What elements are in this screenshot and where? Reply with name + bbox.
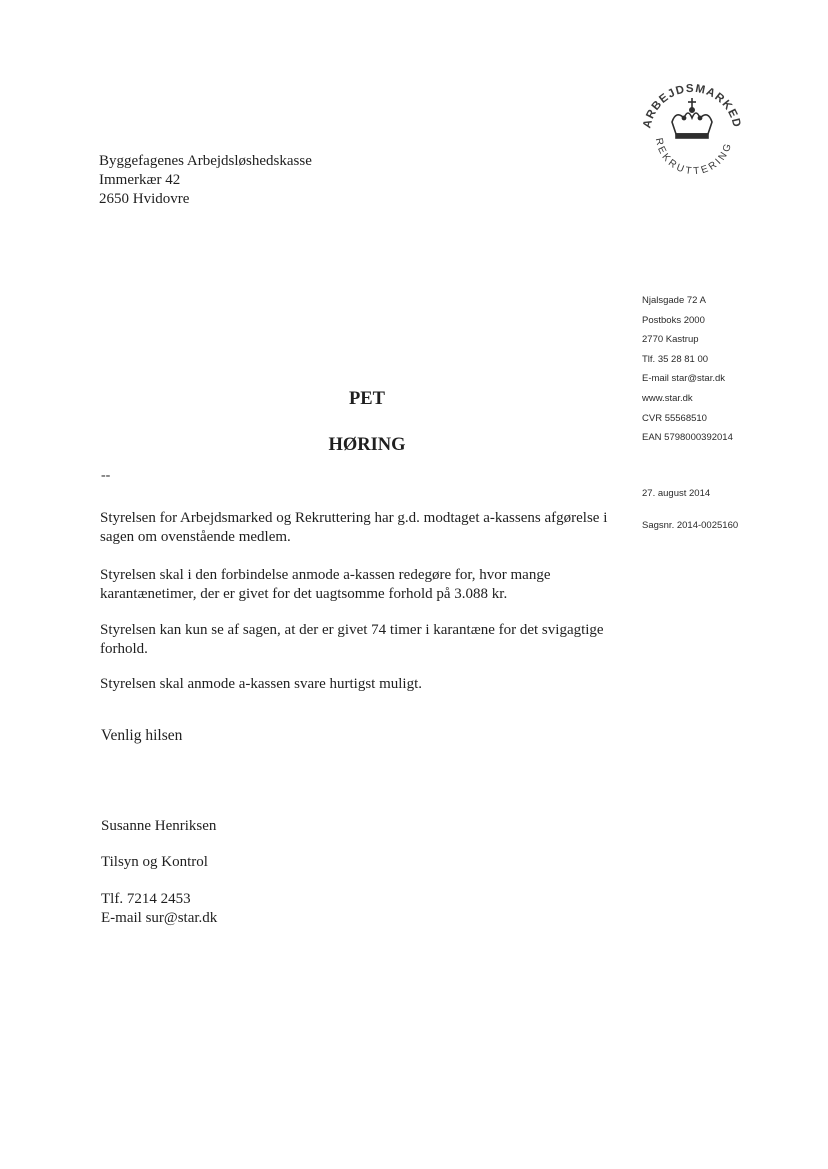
recipient-city: 2650 Hvidovre [99, 191, 190, 207]
signature-contact [101, 890, 217, 928]
body-paragraph-3: Styrelsen kan kun se af sagen, at der er givet 74 timer i karantæne for det svigagtige forhold. [100, 622, 604, 657]
crown-icon [672, 98, 712, 138]
sender-address-line1: Njalsgade 72 A [642, 295, 706, 306]
signature-email: E-mail sur@star.dk [101, 910, 218, 926]
sender-phone: Tlf. 35 28 81 00 [642, 353, 709, 365]
separator: -- [101, 468, 111, 483]
recipient-address [99, 152, 312, 209]
agency-seal-graphic [636, 74, 748, 186]
recipient-name: Byggefagenes Arbejdsløshedskasse [99, 153, 312, 169]
recipient-street: Immerkær 42 [99, 172, 181, 188]
sender-ean: EAN 5798000392014 [642, 432, 733, 444]
letter-date: 27. august 2014 [642, 488, 711, 499]
member-name-heading: PET [349, 389, 385, 409]
agency-logo [636, 74, 748, 186]
sender-address-line2: Postboks 2000 [642, 314, 705, 326]
signature-phone: Tlf. 7214 2453 [101, 891, 191, 907]
body-paragraph-1: Styrelsen for Arbejdsmarked og Rekruttering har g.d. modtaget a-kassens afgørelse i sagen om ovenstående medlem. [100, 510, 608, 545]
body-paragraph-2: Styrelsen skal i den forbindelse anmode a-kassen redegøre for, hvor mange karantænetimer, der er givet for det uagtsomme forhold på 3.088 kr. [100, 567, 551, 602]
svg-text:ARBEJDSMARKED: ARBEJDSMARKED [641, 82, 743, 130]
body-paragraph-4: Styrelsen skal anmode a-kassen svare hurtigst muligt. [100, 676, 423, 692]
case-number: Sagsnr. 2014-0025160 [642, 520, 739, 531]
sender-web: www.star.dk [642, 392, 693, 404]
svg-text:REKRUTTERING: REKRUTTERING [652, 137, 735, 178]
signature-department: Tilsyn og Kontrol [101, 854, 208, 870]
subject-heading: HØRING [328, 435, 406, 455]
sender-cvr: CVR 55568510 [642, 412, 707, 424]
sender-email: E-mail star@star.dk [642, 373, 726, 385]
signature-name: Susanne Henriksen [101, 818, 217, 834]
sender-info [642, 291, 733, 448]
closing-greeting: Venlig hilsen [101, 727, 183, 744]
sender-address-line3: 2770 Kastrup [642, 334, 699, 346]
